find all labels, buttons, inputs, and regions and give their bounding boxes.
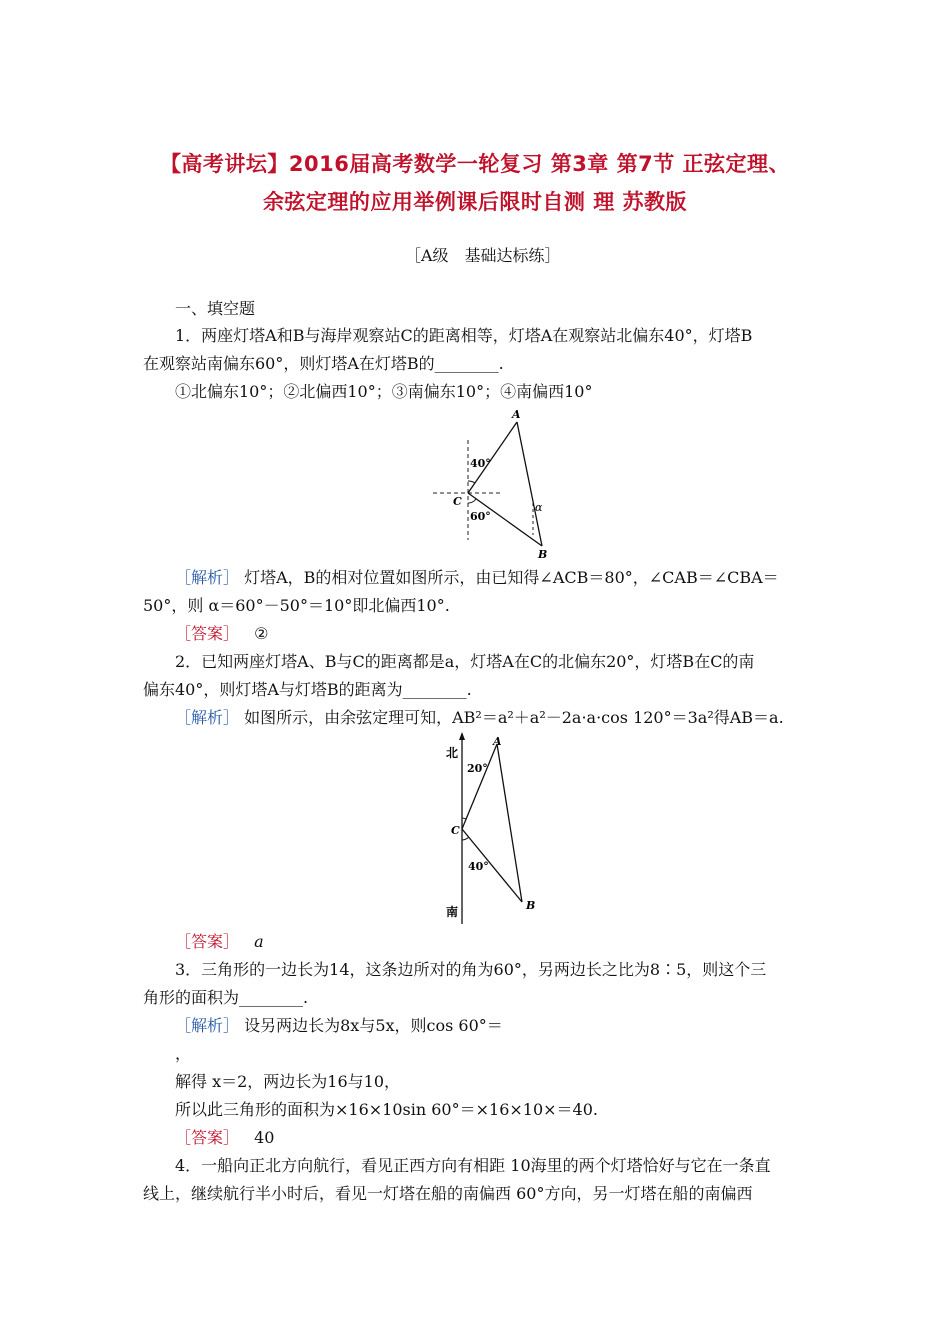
q3-answer-tag: ［答案］ xyxy=(175,1128,240,1147)
q1-line2: 在观察站南偏东60°，则灯塔A在灯塔B的________. xyxy=(143,354,504,373)
q4-line1: 4．一船向正北方向航行，看见正西方向有相距 10海里的两个灯塔恰好与它在一条直 xyxy=(175,1156,771,1175)
doc-title-line2: 余弦定理的应用举例课后限时自测 理 苏教版 xyxy=(262,190,688,214)
side-ca xyxy=(462,744,497,829)
q1-answer-row xyxy=(175,624,268,644)
angle-arc-60 xyxy=(468,499,476,503)
north-arrow-icon xyxy=(459,732,465,740)
label-b: B xyxy=(538,548,548,561)
q1-options: ①北偏东10°；②北偏西10°；③南偏东10°；④南偏西10° xyxy=(175,382,593,401)
q1-analysis-tag: ［解析］ xyxy=(175,568,240,587)
label-a: A xyxy=(493,735,502,748)
q3-analysis-line4: 所以此三角形的面积为×16×10sin 60°＝×16×10×＝40. xyxy=(175,1100,598,1119)
label-40: 40° xyxy=(468,860,489,873)
q3-answer: 40 xyxy=(254,1128,275,1147)
q1-line1: 1．两座灯塔A和B与海岸观察站C的距离相等，灯塔A在观察站北偏东40°，灯塔B xyxy=(175,326,753,345)
q3-analysis-tag: ［解析］ xyxy=(175,1016,240,1035)
label-20: 20° xyxy=(467,762,488,775)
label-c: C xyxy=(453,495,462,508)
q3-answer-row xyxy=(175,1128,274,1148)
q2-analysis-row xyxy=(175,708,784,728)
q2-answer: a xyxy=(254,932,264,951)
label-b: B xyxy=(526,899,536,912)
doc-title-line1: 【高考讲坛】2016届高考数学一轮复习 第3章 第7节 正弦定理、 xyxy=(159,152,791,176)
q2-answer-row xyxy=(175,932,264,952)
q1-analysis-line1 xyxy=(175,568,779,588)
label-40: 40° xyxy=(470,457,491,470)
section-heading: 一、填空题 xyxy=(175,299,256,318)
label-north: 北 xyxy=(446,746,459,760)
angle-arc-40 xyxy=(462,837,469,840)
q2-answer-tag: ［答案］ xyxy=(175,932,240,951)
label-alpha: α xyxy=(535,501,543,514)
q4-line2: 线上，继续航行半小时后，看见一灯塔在船的南偏西 60°方向，另一灯塔在船的南偏西 xyxy=(143,1184,753,1203)
level-heading: ［A级 基础达标练］ xyxy=(405,246,561,265)
q1-answer: ② xyxy=(254,624,269,643)
label-south: 南 xyxy=(446,905,459,919)
q3-analysis-text1: 设另两边长为8x与5x，则cos 60°＝ xyxy=(244,1016,503,1035)
q2-line1: 2．已知两座灯塔A、B与C的距离都是a，灯塔A在C的北偏东20°，灯塔B在C的南 xyxy=(175,652,755,671)
label-c: C xyxy=(451,824,460,837)
q3-analysis-line2: ， xyxy=(175,1044,192,1063)
side-ab xyxy=(497,744,522,902)
q1-figure xyxy=(425,405,560,563)
q1-analysis-line2: 50°，则 α＝60°－50°＝10°即北偏西10°. xyxy=(143,596,450,615)
q1-answer-tag: ［答案］ xyxy=(175,624,240,643)
label-a: A xyxy=(512,408,521,421)
q1-analysis-text1: 灯塔A，B的相对位置如图所示，由已知得∠ACB＝80°，∠CAB＝∠CBA＝ xyxy=(244,568,779,587)
side-ab xyxy=(517,422,542,546)
q2-figure xyxy=(440,732,555,927)
q3-analysis-line3: 解得 x＝2，两边长为16与10， xyxy=(175,1072,401,1091)
label-60: 60° xyxy=(470,510,491,523)
q2-analysis-tag: ［解析］ xyxy=(175,708,240,727)
q3-line1: 3．三角形的一边长为14，这条边所对的角为60°，另两边长之比为8∶5，则这个三 xyxy=(175,960,767,979)
angle-arc-40 xyxy=(468,481,475,483)
q2-line2: 偏东40°，则灯塔A与灯塔B的距离为________. xyxy=(143,680,472,699)
q3-analysis-row xyxy=(175,1016,503,1036)
q2-analysis-text: 如图所示，由余弦定理可知，AB²＝a²＋a²－2a·a·cos 120°＝3a²得AB＝a. xyxy=(244,708,784,727)
q3-line2: 角形的面积为________. xyxy=(143,988,309,1007)
